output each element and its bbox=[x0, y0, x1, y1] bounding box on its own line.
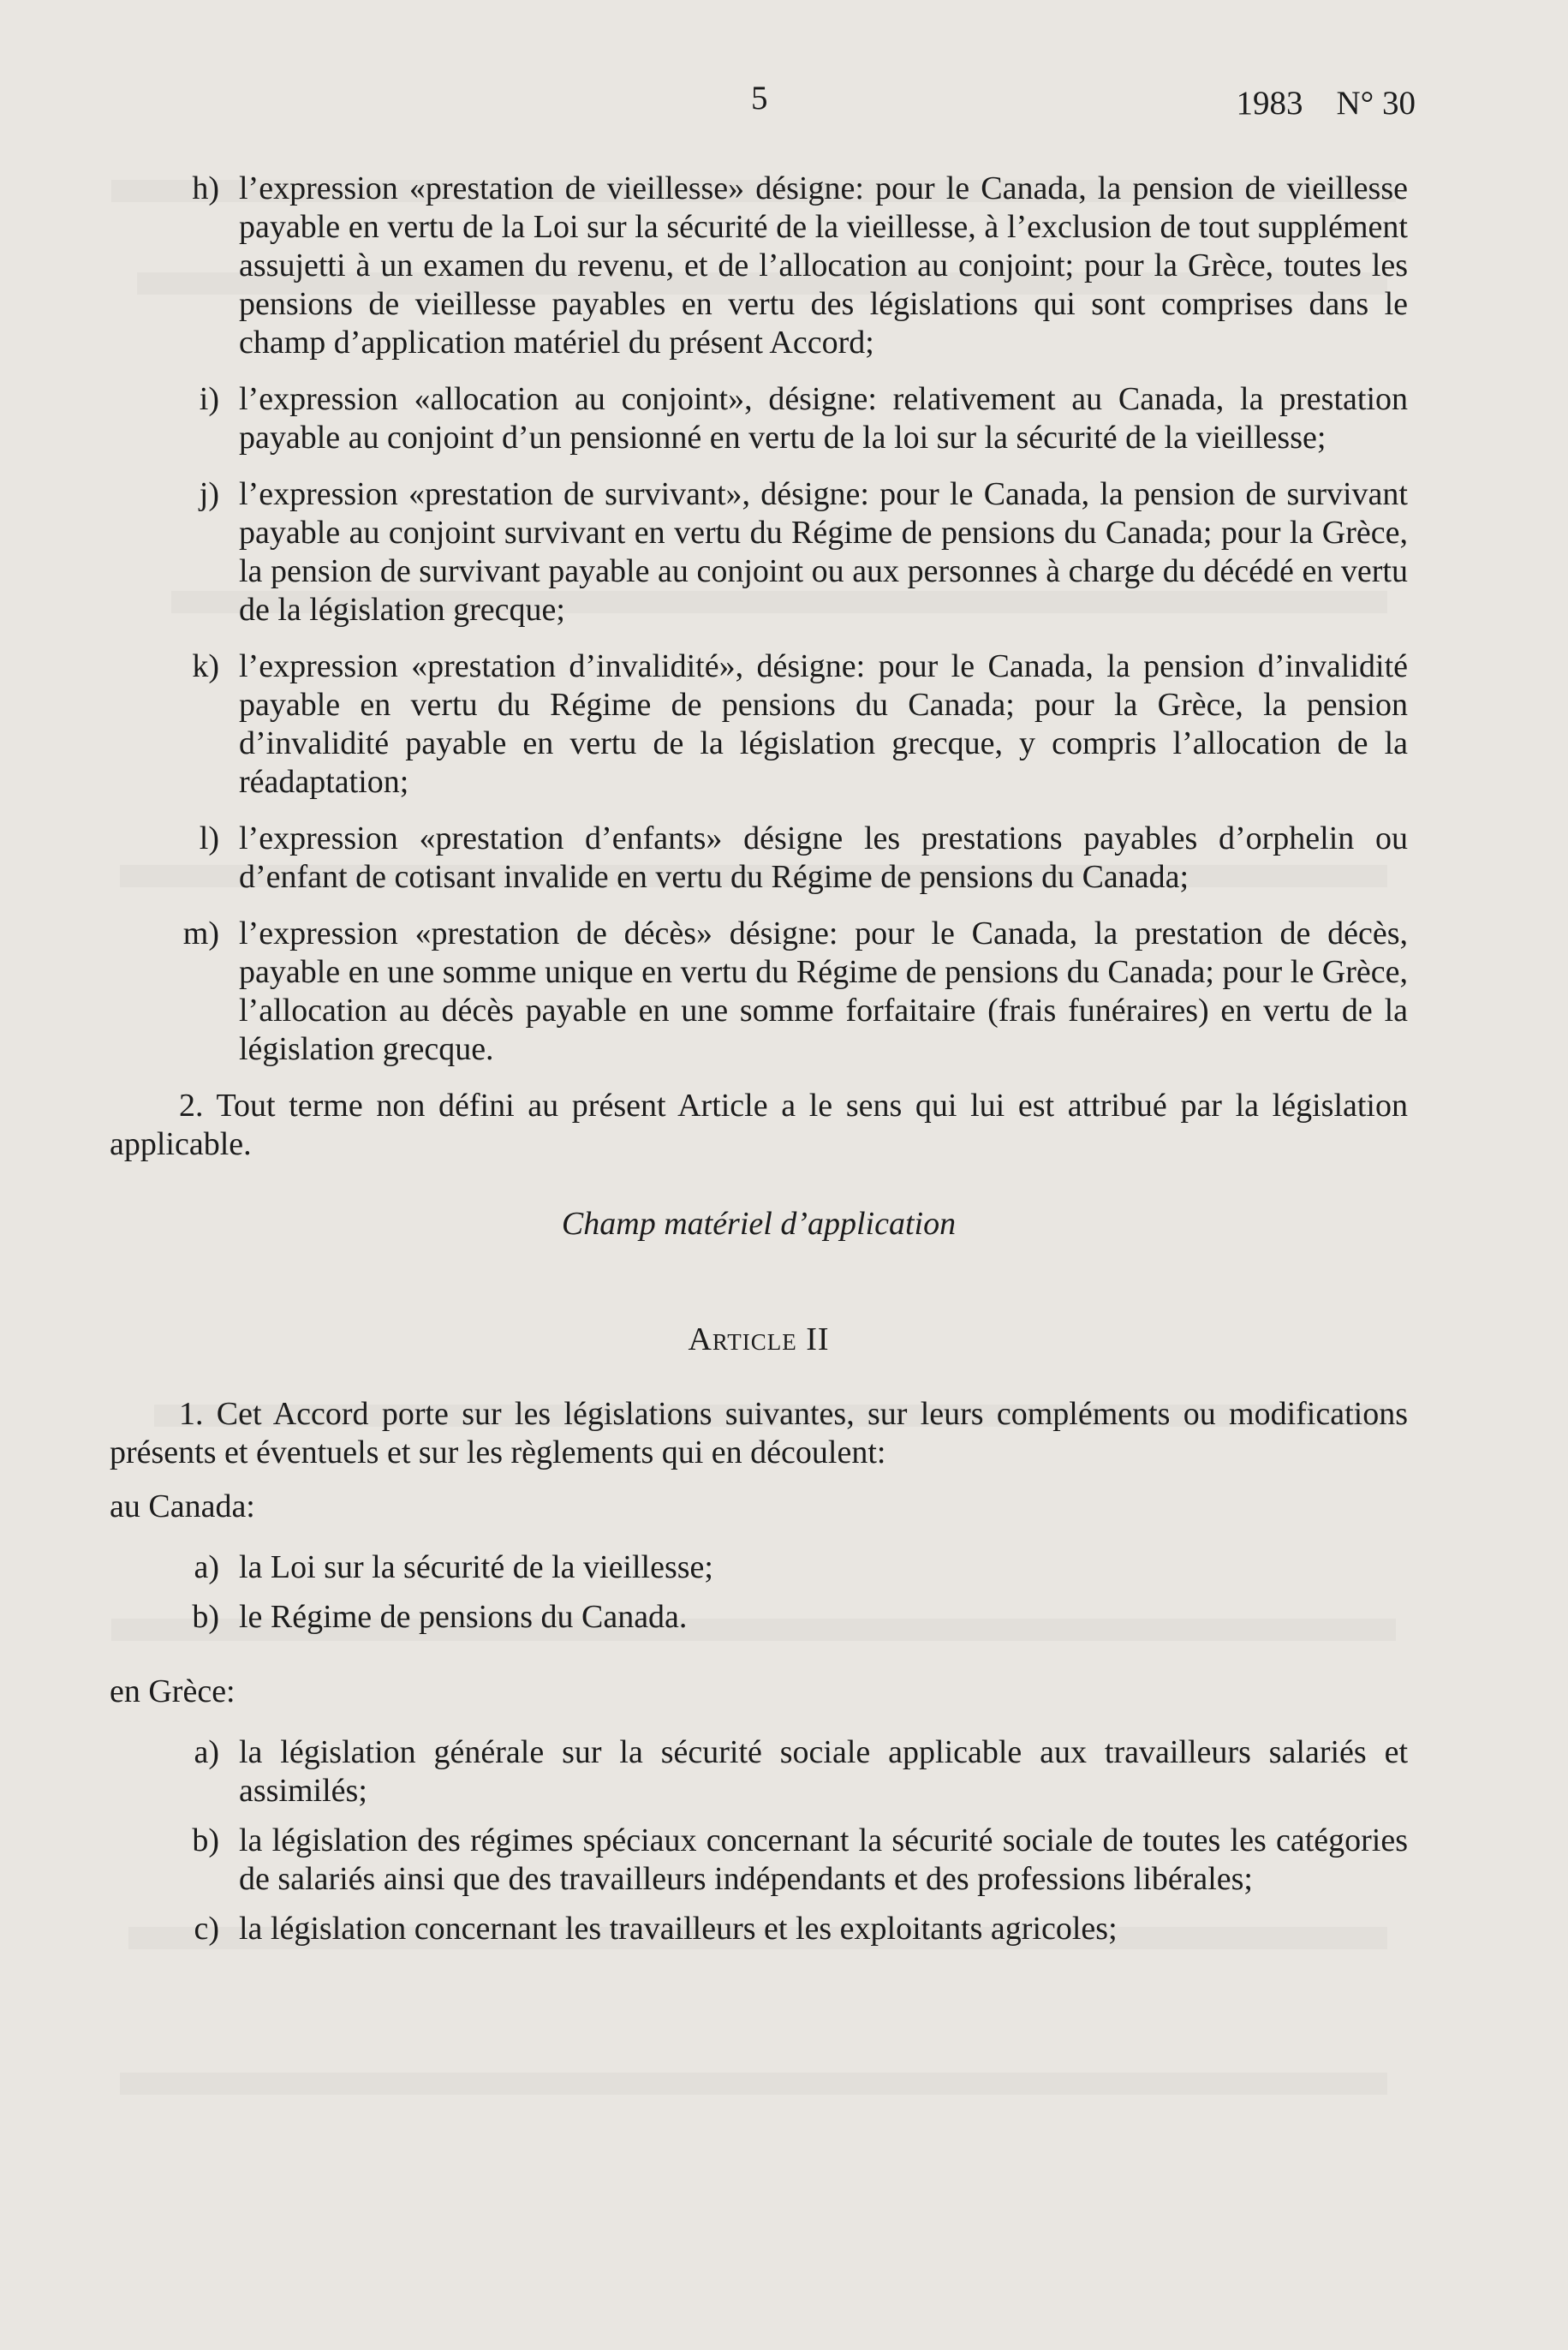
item-text: l’expression «prestation de vieillesse» désigne: pour le Canada, la pension de vieillesse payable en vertu de la Loi sur la sécurité de la vieillesse, à l’exclusion de tout supplément assujetti à un examen du revenu, et de l’allocation au conjoint; pour la Grèce, toutes les pensions de vieillesse payables en vertu des législations qui sont comprises dans le champ d’application matériel du présent Accord; bbox=[239, 170, 1408, 361]
item-text: l’expression «prestation d’enfants» désigne les prestations payables d’orphelin ou d’enfant de cotisant invalide en vertu du Régime de pensions du Canada; bbox=[239, 820, 1408, 895]
item-marker: k) bbox=[192, 648, 219, 684]
item-marker: c) bbox=[194, 1911, 219, 1947]
page-number: 5 bbox=[751, 80, 768, 116]
greece-list bbox=[110, 1733, 1408, 1948]
definitions-list bbox=[110, 170, 1408, 1069]
canada-label: au Canada: bbox=[110, 1488, 255, 1524]
item-text: la législation générale sur la sécurité sociale applicable aux travailleurs salariés et assimilés; bbox=[239, 1734, 1408, 1809]
item-marker: a) bbox=[194, 1734, 219, 1770]
section-heading: Champ matériel d’application bbox=[561, 1206, 957, 1242]
item-marker: b) bbox=[192, 1599, 219, 1635]
item-marker: l) bbox=[199, 820, 219, 856]
list-item bbox=[110, 1548, 1408, 1587]
article-title: Article II bbox=[688, 1321, 830, 1357]
document-reference: 1983 N° 30 bbox=[1236, 85, 1416, 122]
item-marker: b) bbox=[192, 1822, 219, 1858]
item-text: l’expression «allocation au conjoint», désigne: relativement au Canada, la prestation payable au conjoint d’un pensionné en vertu de la loi sur la sécurité de la vieillesse; bbox=[239, 381, 1408, 456]
item-marker: j) bbox=[199, 476, 219, 512]
item-text: le Régime de pensions du Canada. bbox=[239, 1599, 688, 1635]
definition-item bbox=[110, 475, 1408, 629]
item-text: l’expression «prestation d’invalidité», désigne: pour le Canada, la pension d’invalidité payable en vertu du Régime de pensions du Canada; pour la Grèce, la pension d’invalidité payable en vertu de la législation grecque, y compris l’allocation de la réadaptation; bbox=[239, 648, 1408, 800]
document-body bbox=[110, 170, 1408, 1959]
article-paragraph-1: 1. Cet Accord porte sur les législations suivantes, sur leurs compléments ou modifications présents et éventuels et sur les règlements qui en découlent: bbox=[110, 1396, 1408, 1470]
item-marker: h) bbox=[192, 170, 219, 206]
item-marker: m) bbox=[182, 916, 219, 951]
list-item bbox=[110, 1598, 1408, 1637]
page-header bbox=[0, 79, 1568, 130]
paragraph-2: 2. Tout terme non défini au présent Article a le sens qui lui est attribué par la législation applicable. bbox=[110, 1088, 1408, 1162]
greece-label: en Grèce: bbox=[110, 1673, 235, 1709]
canada-list bbox=[110, 1548, 1408, 1637]
list-item bbox=[110, 1733, 1408, 1810]
item-marker: i) bbox=[199, 381, 219, 417]
item-marker: a) bbox=[194, 1549, 219, 1585]
definition-item bbox=[110, 820, 1408, 897]
definition-item bbox=[110, 170, 1408, 362]
item-text: la Loi sur la sécurité de la vieillesse; bbox=[239, 1549, 713, 1585]
list-item bbox=[110, 1910, 1408, 1948]
item-text: l’expression «prestation de survivant», désigne: pour le Canada, la pension de survivant payable au conjoint survivant en vertu du Régime de pensions du Canada; pour la Grèce, la pension de survivant payable au conjoint ou aux personnes à charge du décédé en vertu de la législation grecque; bbox=[239, 476, 1408, 628]
definition-item bbox=[110, 647, 1408, 802]
list-item bbox=[110, 1822, 1408, 1899]
definition-item bbox=[110, 915, 1408, 1069]
item-text: la législation concernant les travailleurs et les exploitants agricoles; bbox=[239, 1911, 1118, 1947]
definition-item bbox=[110, 380, 1408, 457]
item-text: l’expression «prestation de décès» désigne: pour le Canada, la prestation de décès, payable en une somme unique en vertu du Régime de pensions du Canada; pour le Grèce, l’allocation au décès payable en une somme forfaitaire (frais funéraires) en vertu de la législation grecque. bbox=[239, 916, 1408, 1067]
item-text: la législation des régimes spéciaux concernant la sécurité sociale de toutes les catégories de salariés ainsi que des travailleurs indépendants et des professions libérales; bbox=[239, 1822, 1408, 1897]
